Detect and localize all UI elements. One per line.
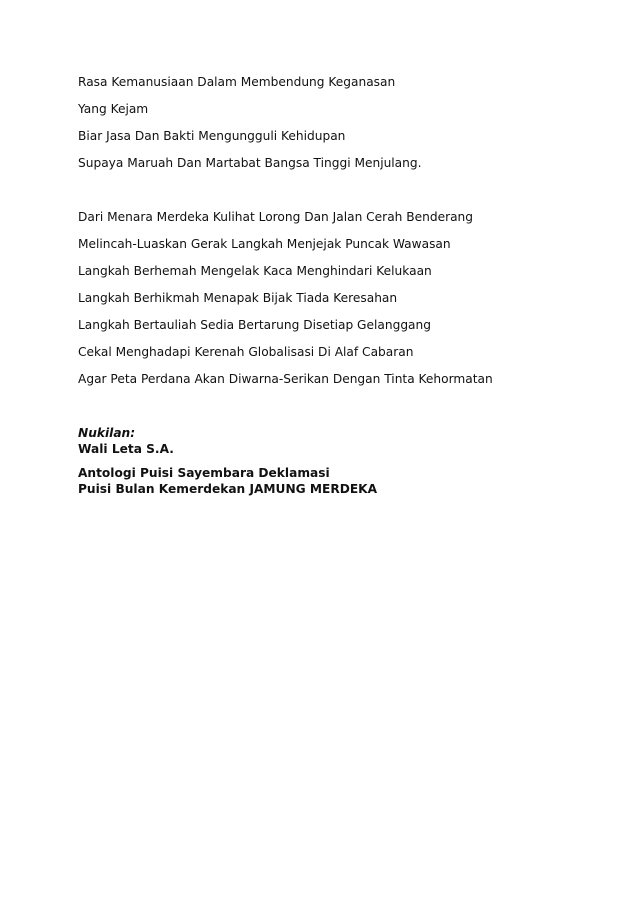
credits-block bbox=[78, 425, 598, 497]
author-name: Wali Leta S.A. bbox=[78, 442, 174, 456]
poem-line: Langkah Berhikmah Menapak Bijak Tiada Keresahan bbox=[78, 291, 398, 305]
poem-line: Supaya Maruah Dan Martabat Bangsa Tinggi Menjulang. bbox=[78, 156, 422, 170]
credit-label: Nukilan: bbox=[78, 426, 136, 440]
poem-content bbox=[78, 74, 598, 497]
poem-line: Biar Jasa Dan Bakti Mengungguli Kehidupan bbox=[78, 129, 346, 143]
poem-line: Melincah-Luaskan Gerak Langkah Menjejak Puncak Wawasan bbox=[78, 237, 451, 251]
poem-line: Langkah Berhemah Mengelak Kaca Menghindari Kelukaan bbox=[78, 264, 432, 278]
poem-line: Cekal Menghadapi Kerenah Globalisasi Di Alaf Cabaran bbox=[78, 345, 414, 359]
stanza-spacer bbox=[78, 182, 598, 209]
poem-line: Langkah Bertauliah Sedia Bertarung Disetiap Gelanggang bbox=[78, 318, 431, 332]
poem-line: Dari Menara Merdeka Kulihat Lorong Dan Jalan Cerah Benderang bbox=[78, 210, 474, 224]
anthology-subtitle: Puisi Bulan Kemerdekan JAMUNG MERDEKA bbox=[78, 482, 378, 496]
stanza-2 bbox=[78, 209, 598, 387]
poem-line: Agar Peta Perdana Akan Diwarna-Serikan Dengan Tinta Kehormatan bbox=[78, 372, 493, 386]
stanza-1 bbox=[78, 74, 598, 171]
poem-line: Rasa Kemanusiaan Dalam Membendung Keganasan bbox=[78, 75, 396, 89]
poem-line: Yang Kejam bbox=[78, 102, 149, 116]
credit-spacer bbox=[78, 457, 598, 465]
anthology-title: Antologi Puisi Sayembara Deklamasi bbox=[78, 466, 330, 480]
stanza-spacer bbox=[78, 398, 598, 425]
